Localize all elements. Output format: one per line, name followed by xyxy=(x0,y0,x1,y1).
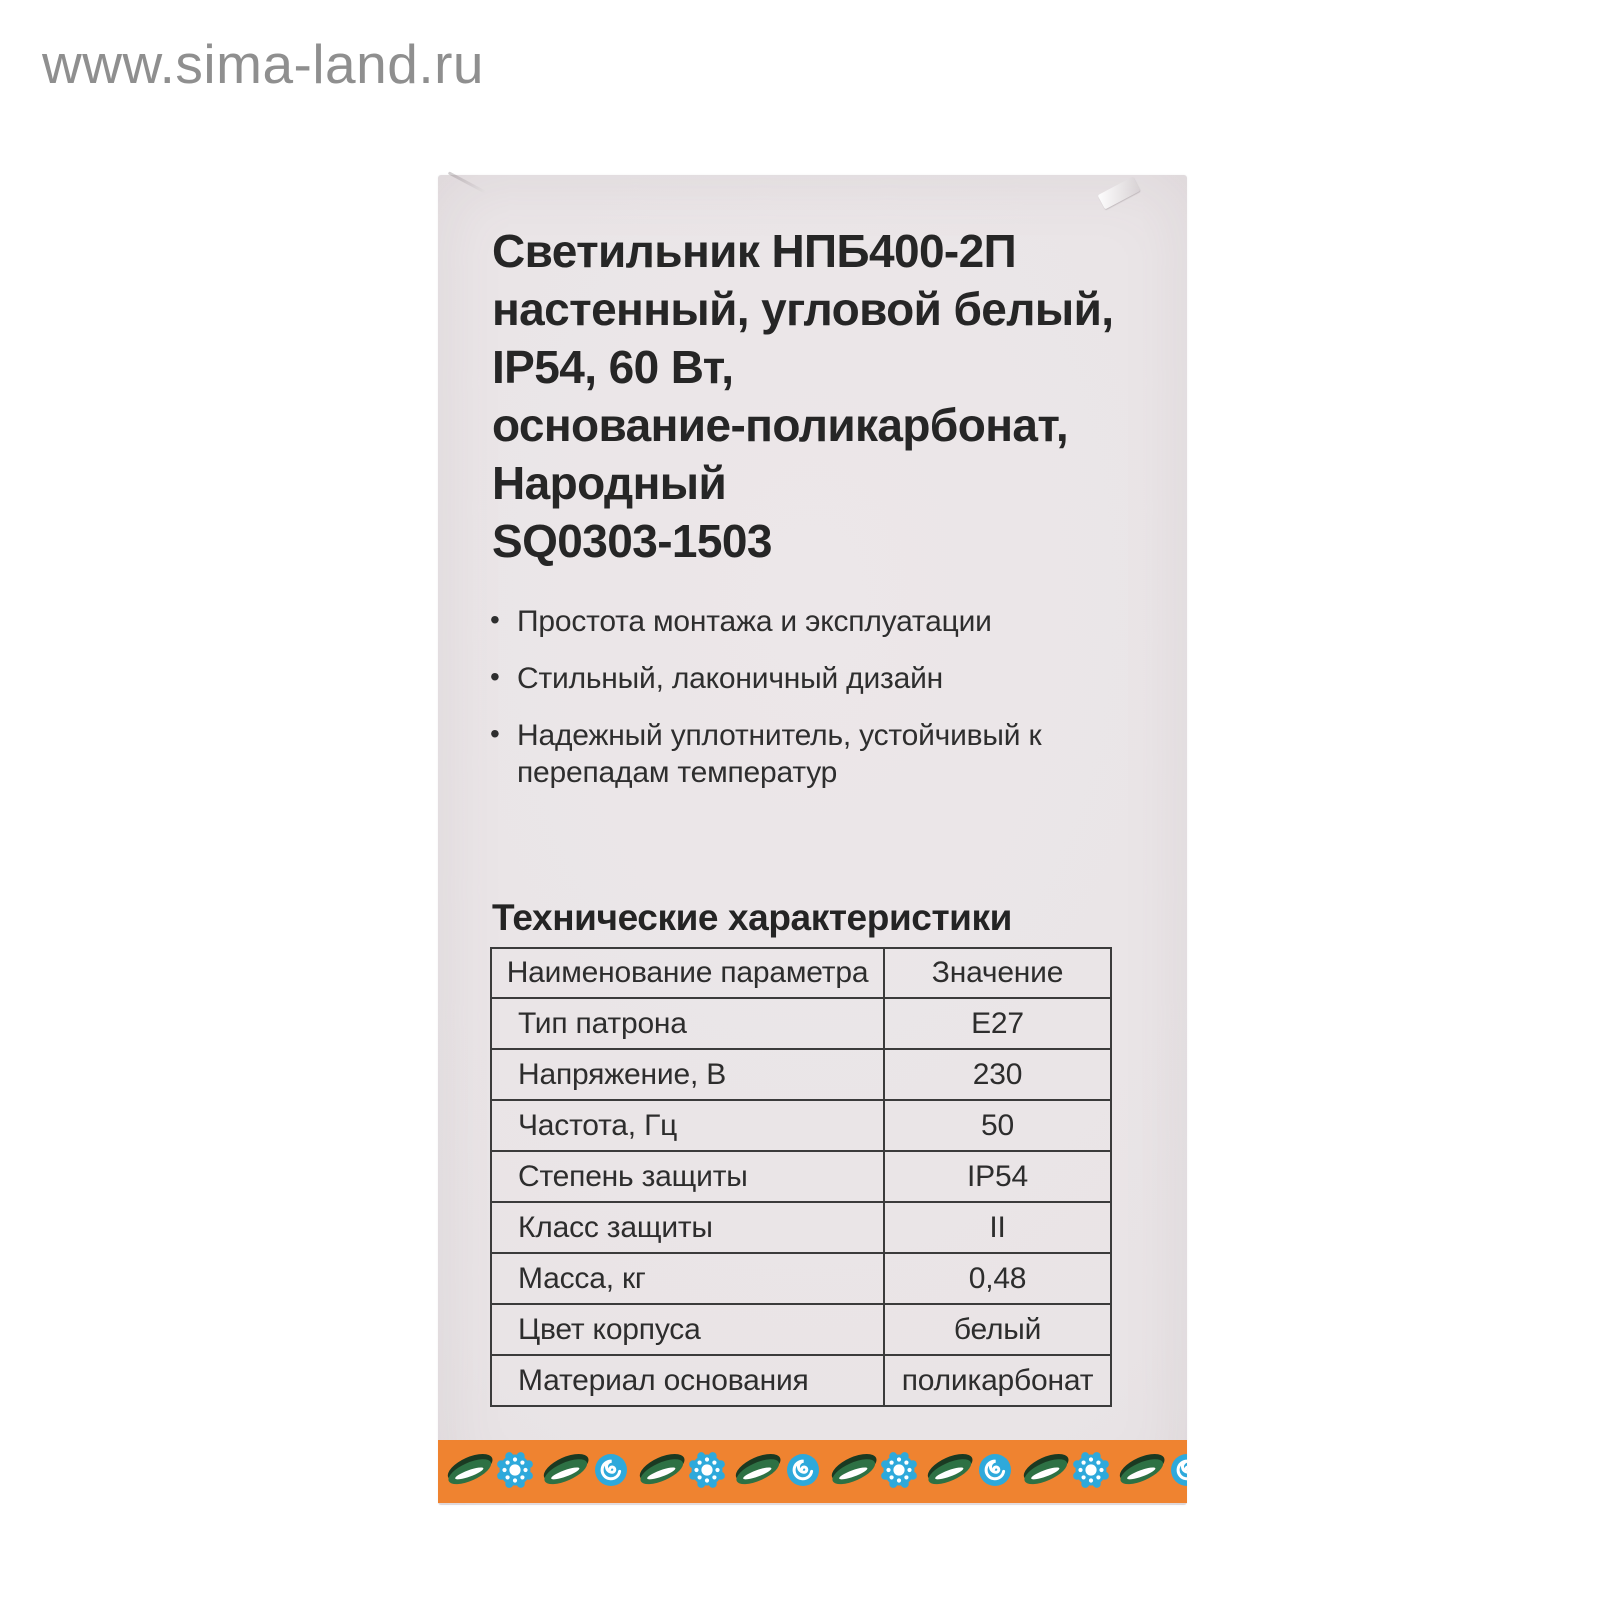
bullet-icon: • xyxy=(490,718,500,749)
specs-header-row xyxy=(491,948,1111,998)
feature-text: Простота монтажа и эксплуатации xyxy=(517,605,992,638)
spec-name-cell: Тип патрона xyxy=(491,998,884,1049)
product-title-line: IP54, 60 Вт, xyxy=(492,341,734,393)
specs-col-header: Наименование параметра xyxy=(491,948,884,998)
spec-value-cell: 0,48 xyxy=(884,1253,1111,1304)
spec-value-cell: белый xyxy=(884,1304,1111,1355)
specs-heading: Технические характеристики xyxy=(492,897,1012,938)
folk-ornament-band xyxy=(438,1440,1187,1503)
product-title-line: Народный xyxy=(492,457,727,509)
spec-row xyxy=(491,1253,1111,1304)
spec-name-cell: Класс защиты xyxy=(491,1202,884,1253)
spec-value-cell: IP54 xyxy=(884,1151,1111,1202)
product-title xyxy=(492,222,1157,570)
product-title-line: основание-поликарбонат, xyxy=(492,399,1069,451)
spec-name-cell: Напряжение, В xyxy=(491,1049,884,1100)
bullet-icon: • xyxy=(490,604,500,635)
product-title-line: Светильник НПБ400-2П xyxy=(492,225,1017,277)
spec-value-cell: II xyxy=(884,1202,1111,1253)
feature-item xyxy=(488,660,1143,697)
feature-text: Надежный уплотнитель, устойчивый к перепадам температур xyxy=(517,719,1042,789)
swirl-flower-icon xyxy=(787,1454,819,1486)
feature-text: Стильный, лаконичный дизайн xyxy=(517,662,943,695)
spec-value-cell: 50 xyxy=(884,1100,1111,1151)
spec-name-cell: Материал основания xyxy=(491,1355,884,1406)
tear-mark xyxy=(1098,177,1141,210)
feature-item xyxy=(488,603,1143,640)
feature-item xyxy=(488,717,1143,791)
folk-ornament-graphic xyxy=(438,1440,1187,1503)
package-back-panel xyxy=(438,175,1187,1505)
swirl-flower-icon xyxy=(595,1454,627,1486)
spec-value-cell: Е27 xyxy=(884,998,1111,1049)
spec-name-cell: Степень защиты xyxy=(491,1151,884,1202)
spec-row xyxy=(491,1304,1111,1355)
spec-name-cell: Цвет корпуса xyxy=(491,1304,884,1355)
spec-row xyxy=(491,1202,1111,1253)
spec-name-cell: Частота, Гц xyxy=(491,1100,884,1151)
product-title-line: настенный, угловой белый, xyxy=(492,283,1114,335)
crease-mark xyxy=(448,171,486,193)
spec-row xyxy=(491,1049,1111,1100)
spec-value-cell: 230 xyxy=(884,1049,1111,1100)
swirl-flower-icon xyxy=(979,1454,1011,1486)
specs-col-header: Значение xyxy=(884,948,1111,998)
bullet-icon: • xyxy=(490,661,500,692)
spec-row xyxy=(491,1151,1111,1202)
feature-list xyxy=(488,603,1143,811)
sima-land-watermark: www.sima-land.ru xyxy=(42,33,485,95)
spec-row xyxy=(491,998,1111,1049)
spec-row xyxy=(491,1355,1111,1406)
spec-row xyxy=(491,1100,1111,1151)
spec-name-cell: Масса, кг xyxy=(491,1253,884,1304)
specs-table xyxy=(490,947,1112,1407)
spec-value-cell: поликарбонат xyxy=(884,1355,1111,1406)
product-title-line: SQ0303-1503 xyxy=(492,515,772,567)
